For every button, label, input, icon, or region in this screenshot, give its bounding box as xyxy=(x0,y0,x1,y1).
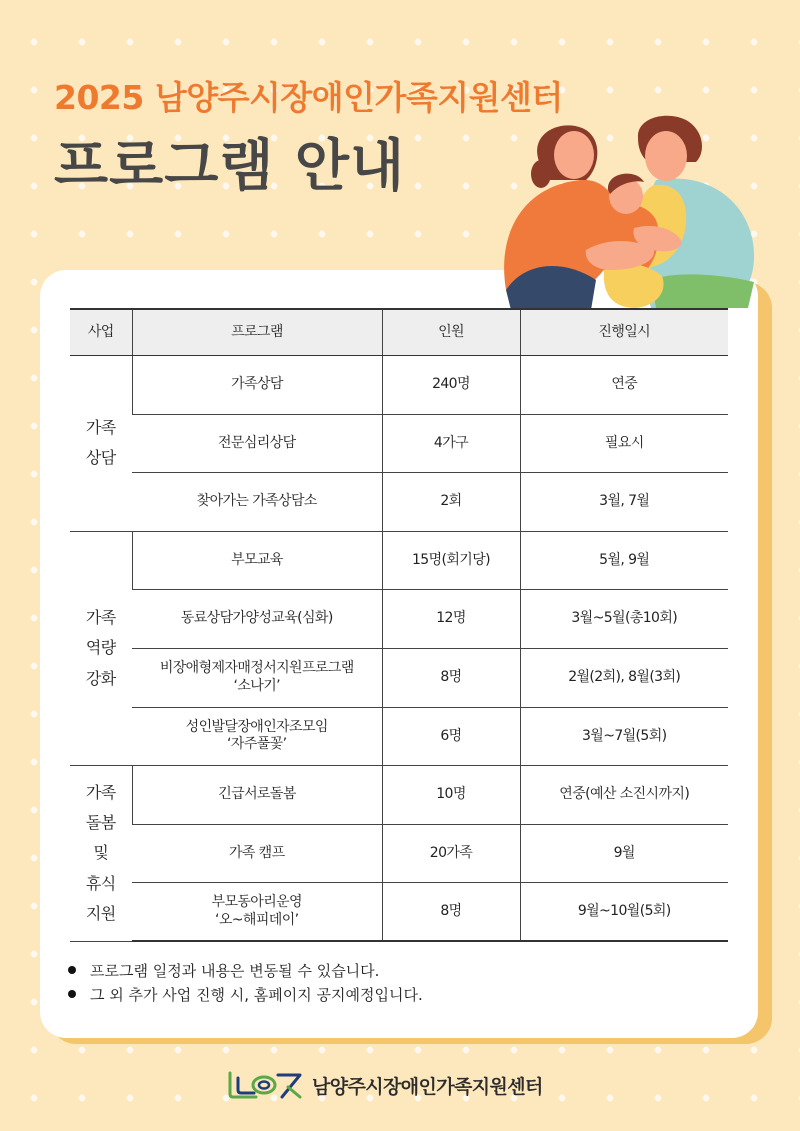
people-cell: 240명 xyxy=(382,356,520,415)
category-family-capacity xyxy=(70,531,132,765)
footer-org-name: 남양주시장애인가족지원센터 xyxy=(312,1075,543,1098)
schedule-cell: 연중 xyxy=(520,356,728,415)
program-cell: 동료상담가양성교육(심화) xyxy=(132,590,382,649)
bullet-icon xyxy=(68,990,76,998)
category-line: 휴식 xyxy=(85,873,116,893)
category-family-counseling xyxy=(70,356,132,532)
people-cell: 10명 xyxy=(382,766,520,825)
table-row xyxy=(70,414,728,473)
category-line: 돌봄 xyxy=(85,812,116,832)
schedule-cell: 9월 xyxy=(520,824,728,883)
table-row xyxy=(70,356,728,415)
people-cell: 20가족 xyxy=(382,824,520,883)
list-item: 그 외 추가 사업 진행 시, 홈페이지 공지예정입니다. xyxy=(68,982,423,1006)
people-cell: 2회 xyxy=(382,473,520,532)
center-logo-icon xyxy=(226,1070,304,1100)
program-table xyxy=(70,308,728,942)
program-cell: 비장애형제자매정서지원프로그램 ‘소나기’ xyxy=(132,648,382,707)
schedule-cell: 필요시 xyxy=(520,414,728,473)
people-cell: 8명 xyxy=(382,883,520,942)
schedule-cell: 3월, 7월 xyxy=(520,473,728,532)
people-cell: 4가구 xyxy=(382,414,520,473)
people-cell: 8명 xyxy=(382,648,520,707)
people-cell: 12명 xyxy=(382,590,520,649)
program-cell: 가족 캠프 xyxy=(132,824,382,883)
people-cell: 6명 xyxy=(382,707,520,766)
table-row xyxy=(70,648,728,707)
table-row xyxy=(70,766,728,825)
bullet-icon xyxy=(68,966,76,974)
table-row xyxy=(70,707,728,766)
col-header-business: 사업 xyxy=(70,309,132,356)
table-row xyxy=(70,531,728,590)
program-cell: 가족상담 xyxy=(132,356,382,415)
program-cell: 부모교육 xyxy=(132,531,382,590)
category-line: 역량 xyxy=(85,638,116,658)
schedule-cell: 9월~10월(5회) xyxy=(520,883,728,942)
category-line: 상담 xyxy=(85,448,116,468)
col-header-people: 인원 xyxy=(382,309,520,356)
col-header-program: 프로그램 xyxy=(132,309,382,356)
category-line: 및 xyxy=(93,843,109,863)
category-line: 가족 xyxy=(85,782,116,802)
category-family-care-rest xyxy=(70,766,132,942)
schedule-cell: 3월~5월(총10회) xyxy=(520,590,728,649)
col-header-schedule: 진행일시 xyxy=(520,309,728,356)
program-cell: 성인발달장애인자조모임 ‘자주풀꽃’ xyxy=(132,707,382,766)
category-line: 가족 xyxy=(85,418,116,437)
schedule-cell: 3월~7월(5회) xyxy=(520,707,728,766)
table-row xyxy=(70,883,728,942)
schedule-cell: 2월(2회), 8월(3회) xyxy=(520,648,728,707)
table-row xyxy=(70,590,728,649)
program-cell: 긴급서로돌봄 xyxy=(132,766,382,825)
program-cell: 전문심리상담 xyxy=(132,414,382,473)
table-header xyxy=(70,309,728,356)
category-line: 강화 xyxy=(85,668,116,688)
program-cell: 부모동아리운영 ‘오~해피데이’ xyxy=(132,883,382,942)
category-line: 지원 xyxy=(85,904,116,924)
page-title-year-org: 2025 남양주시장애인가족지원센터 xyxy=(54,78,563,117)
list-item: 프로그램 일정과 내용은 변동될 수 있습니다. xyxy=(68,958,423,982)
family-hug-illustration xyxy=(486,110,766,310)
schedule-cell: 연중(예산 소진시까지) xyxy=(520,766,728,825)
schedule-cell: 5월, 9월 xyxy=(520,531,728,590)
table-row xyxy=(70,824,728,883)
people-cell: 15명(회기당) xyxy=(382,531,520,590)
category-line: 가족 xyxy=(85,607,116,627)
table-row xyxy=(70,473,728,532)
program-cell: 찾아가는 가족상담소 xyxy=(132,473,382,532)
footer xyxy=(226,1070,543,1100)
notes-list xyxy=(68,958,423,1006)
page-title: 프로그램 안내 xyxy=(54,134,406,199)
